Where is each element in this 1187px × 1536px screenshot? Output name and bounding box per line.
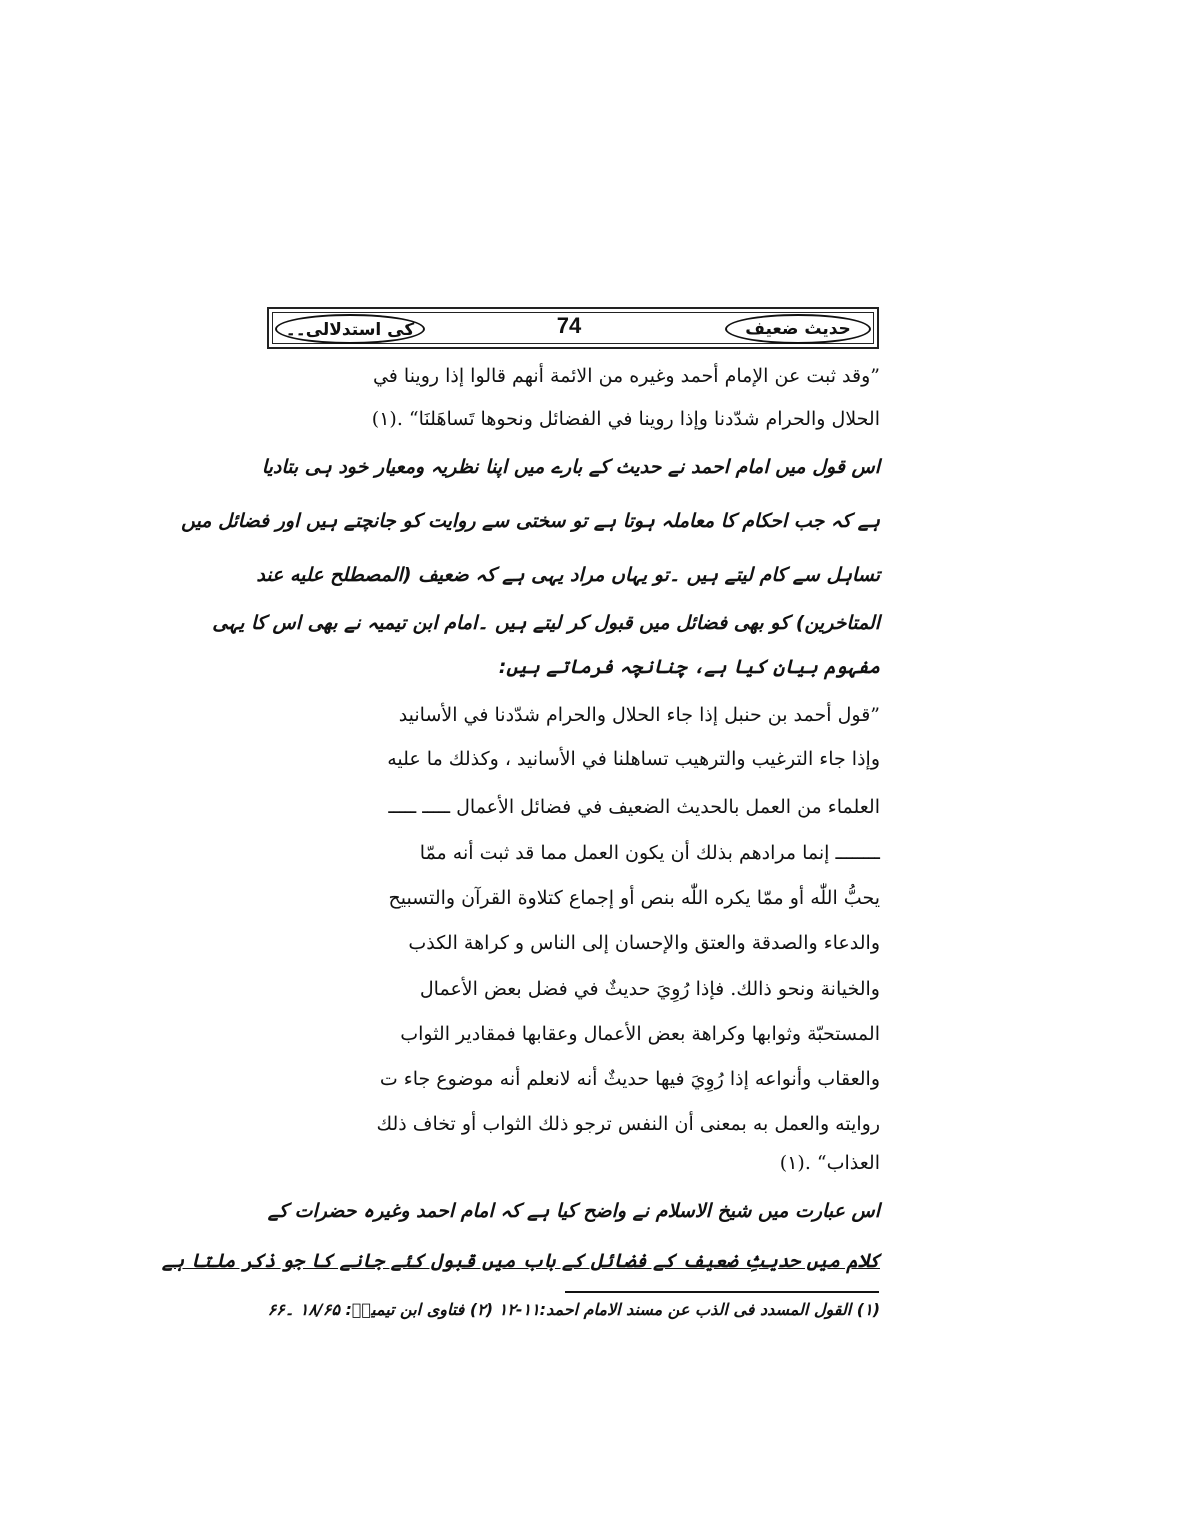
text-line: ہے کہ جب احکام کا معاملہ ہوتا ہے تو سختی سے روایت کو جانچتے ہیں اور فضائل میں [181,510,880,532]
text-line: مفہوم بیان کیا ہے، چنانچہ فرماتے ہیں: [498,656,880,678]
text-line: کلام میں حدیثِ ضعیف کے فضائل کے باب میں قبول کئے جانے کا جو ذکر ملتا ہے [161,1250,880,1272]
footnote-separator [565,1291,879,1293]
chapter-title-badge: کی استدلالی۔۔ [275,314,425,344]
text-line: والعقاب وأنواعه إذا رُوِيَ فيها حديثٌ أنه لانعلم أنه موضوع جاء ت [379,1068,880,1090]
text-line: المستحبّة وثوابها وكراهة بعض الأعمال وعقابها فمقادير الثواب [400,1023,880,1045]
text-line: اس عبارت میں شیخ الاسلام نے واضح کیا ہے کہ امام احمد وغیرہ حضرات کے [267,1200,880,1222]
text-line: والدعاء والصدقة والعتق والإحسان إلى الناس و كراهة الكذب [408,932,880,954]
text-line: المتاخرین) کو بھی فضائل میں قبول کر لیتے ہیں ۔امام ابن تیمیہ نے بھی اس کا یہی [212,612,880,634]
text-line: الحلال والحرام شدّدنا وإذا روينا في الفضائل ونحوها تَساهَلنَا“ .(١) [371,408,880,430]
text-line: وإذا جاء الترغيب والترهيب تساهلنا في الأسانيد ، وكذلك ما عليه [387,748,880,770]
text-line: العلماء من العمل بالحديث الضعيف في فضائل الأعمال ـــــ ـــــ [388,796,880,818]
text-line: ــــــــ إنما مرادهم بذلك أن يكون العمل مما قد ثبت أنه ممّا [419,842,880,864]
text-line: روايته والعمل به بمعنى أن النفس ترجو ذلك الثواب أو تخاف ذلك [376,1113,880,1135]
text-line: يحبُّ اللّٰه أو ممّا يكره اللّٰه بنص أو إجماع كتلاوة القرآن والتسبيح [388,887,880,909]
text-line: العذاب“ .(١) [779,1152,880,1174]
text-line: ”وقد ثبت عن الإمام أحمد وغيره من الائمة أنهم قالوا إذا روينا في [372,365,880,387]
text-line: تساہل سے کام لیتے ہیں ۔تو یہاں مراد یہی ہے کہ ضعیف (المصطلح عليه عند [256,564,880,586]
footnote: (۱) القول المسدد فی الذب عن مسند الامام احمد:۱۱-۱۲ (۲) فتاوی ابن تیمیہؒ: ۱۸/۶۵ ۔۶۶ [267,1300,880,1319]
text-line: اس قول میں امام احمد نے حدیث کے بارے میں اپنا نظریہ ومعیار خود ہی بتادیا [261,456,880,478]
text-line: ”قول أحمد بن حنبل إذا جاء الحلال والحرام شدّدنا في الأسانيد [398,704,880,726]
book-title-badge: حدیث ضعیف [725,314,871,344]
text-line: والخيانة ونحو ذالك. فإذا رُوِيَ حديثٌ في فضل بعض الأعمال [419,978,880,1000]
page-header [267,307,879,349]
page-number: 74 [556,313,582,338]
